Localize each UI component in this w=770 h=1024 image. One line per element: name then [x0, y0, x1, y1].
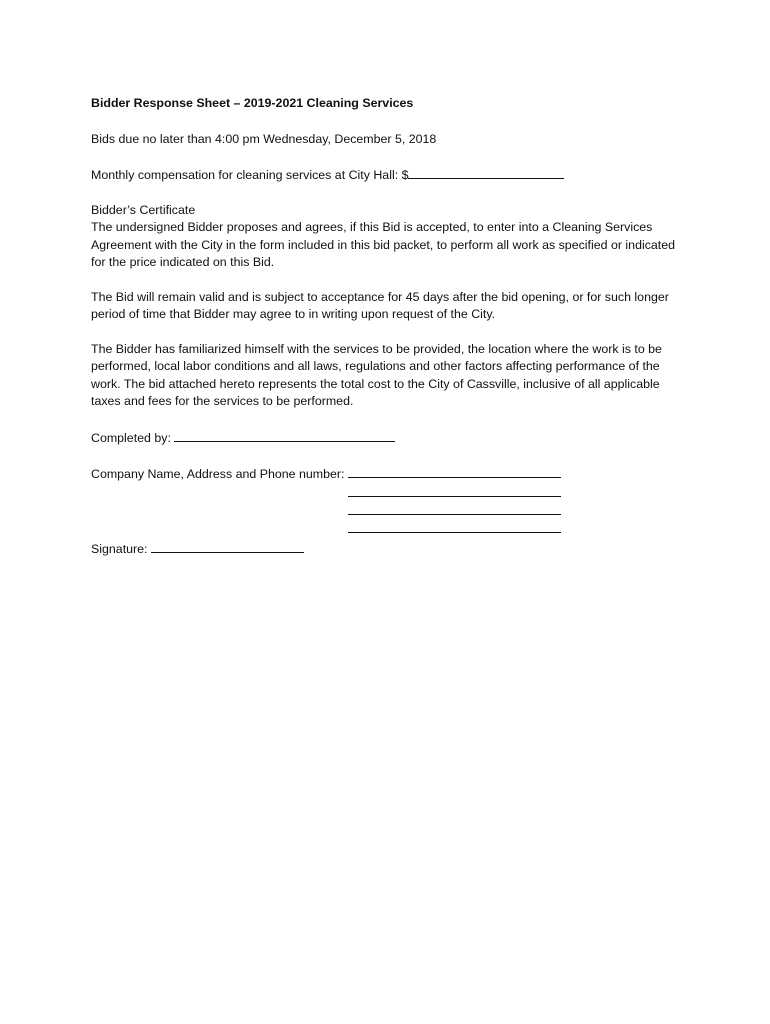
certificate-paragraph-3: The Bidder has familiarized himself with the services to be provided, the location where the work is to be performed, local labor conditions and all laws, regulations and other factors affecting performance of the work. The bid attached hereto represents the total cost to the City of Cassville, inclusive of all applicable taxes and fees for the services to be performed.	[91, 341, 662, 408]
bids-due-text: Bids due no later than 4:00 pm Wednesday, December 5, 2018	[91, 131, 437, 146]
compensation-field[interactable]	[408, 165, 564, 179]
completed-by-label: Completed by:	[91, 430, 175, 445]
certificate-heading: Bidder’s Certificate	[91, 202, 196, 217]
document-content	[91, 95, 691, 576]
company-field-line-3[interactable]	[348, 514, 561, 515]
company-field-line-2[interactable]	[348, 496, 561, 497]
completed-by-field[interactable]	[174, 428, 395, 442]
document-title: Bidder Response Sheet – 2019-2021 Cleaning Services	[91, 96, 414, 110]
company-row	[91, 464, 691, 484]
signature-label: Signature:	[91, 542, 151, 556]
company-label: Company Name, Address and Phone number:	[91, 467, 348, 481]
company-info-block	[91, 464, 691, 534]
compensation-row	[91, 165, 691, 185]
company-field-line-4[interactable]	[348, 532, 561, 533]
signature-row	[91, 539, 691, 559]
certificate-paragraph-2: The Bid will remain valid and is subject to acceptance for 45 days after the bid opening, or for such longer period of time that Bidder may agree to in writing upon request of the City.	[91, 289, 669, 321]
company-field-line-1[interactable]	[348, 464, 561, 478]
compensation-label: Monthly compensation for cleaning services at City Hall: $	[91, 168, 409, 182]
certificate-paragraph-1: The undersigned Bidder proposes and agrees, if this Bid is accepted, to enter into a Cleaning Services Agreement with the City in the form included in this bid packet, to perform all work as specified or indicated for the price indicated on this Bid.	[91, 220, 676, 269]
completed-by-row	[91, 428, 691, 448]
signature-field[interactable]	[151, 539, 304, 553]
